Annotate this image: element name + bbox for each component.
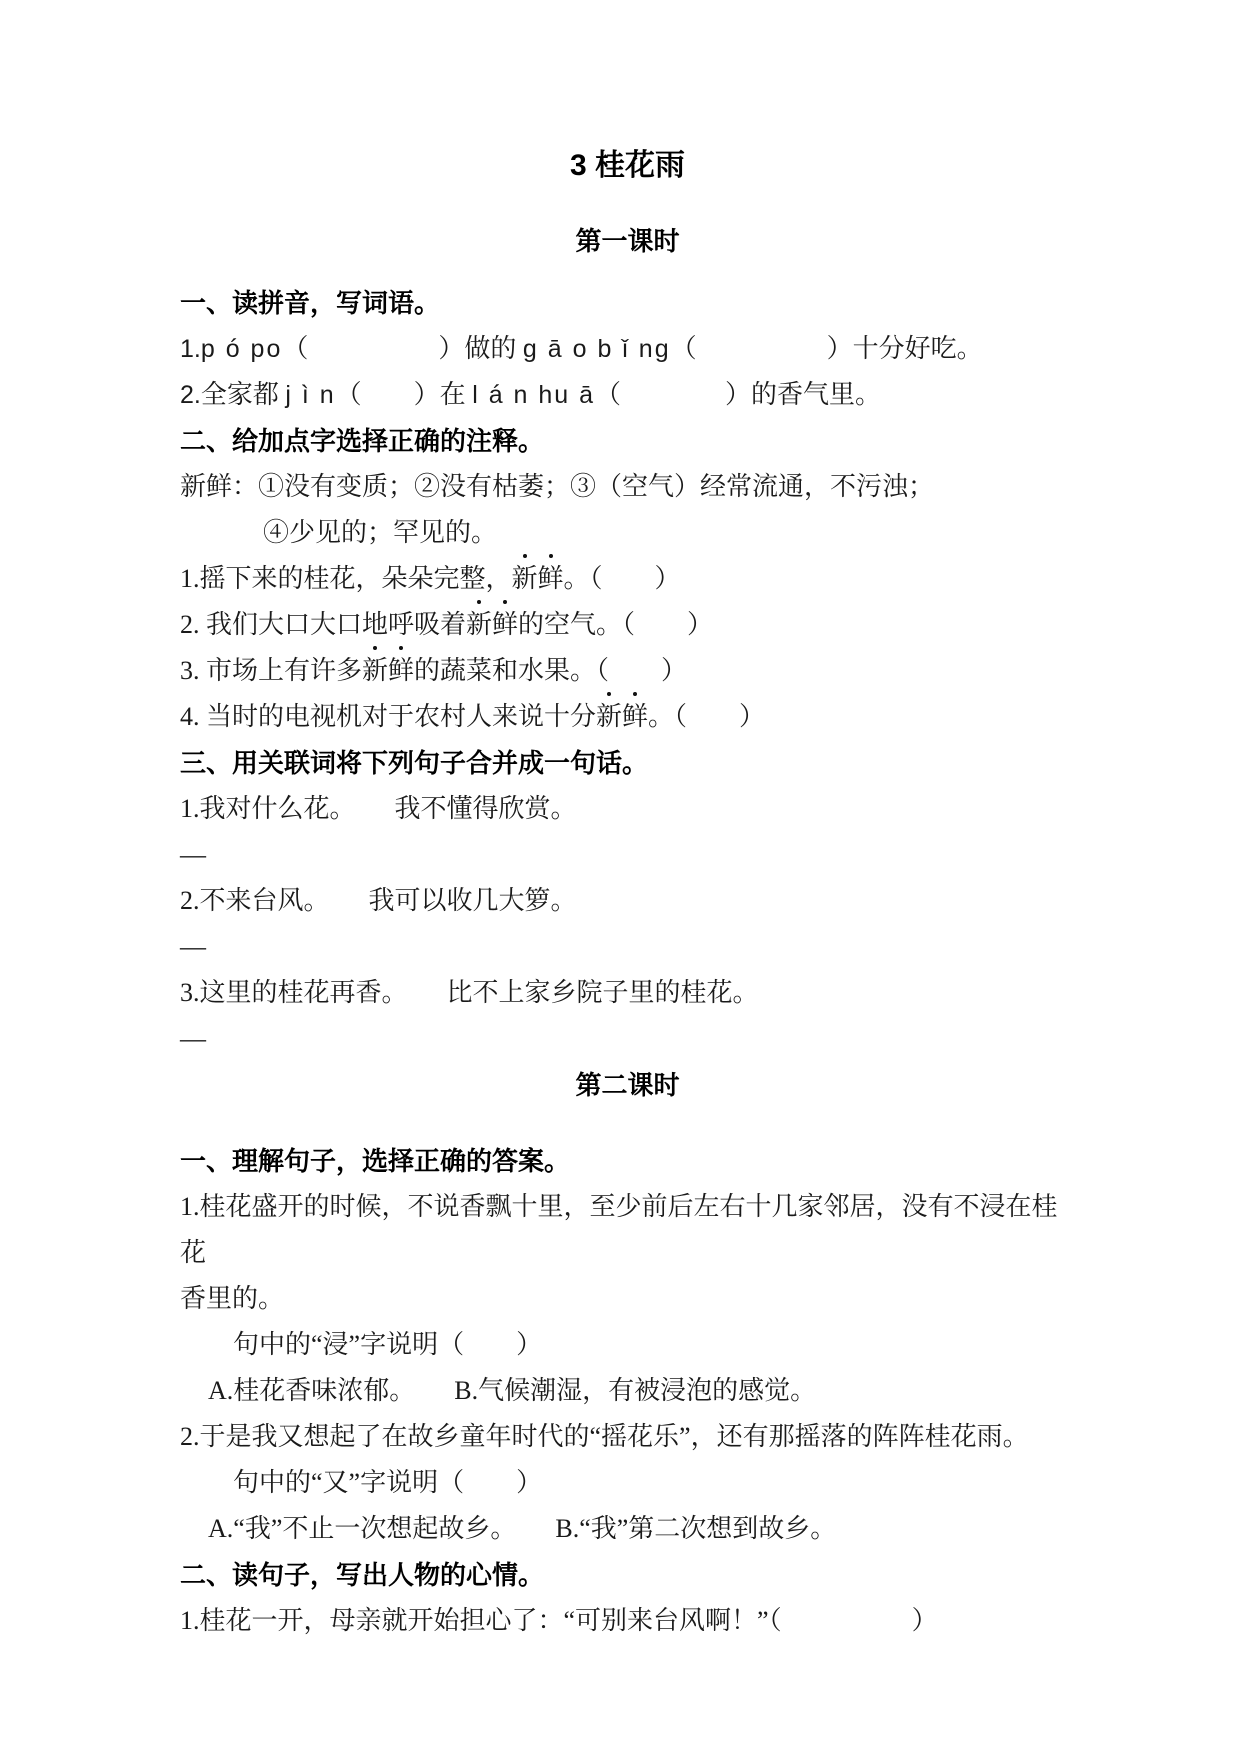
- item-text: 的空气。（ ）: [518, 610, 714, 639]
- comprehension-item-1-line-1: 1.桂花盛开的时候，不说香飘十里，至少前后左右十几家邻居，没有不浸在桂花: [180, 1192, 1058, 1267]
- combine-item-2: 2.不来台风。 我可以收几大箩。: [180, 886, 577, 915]
- pinyin-item-1: [180, 326, 1075, 372]
- emphasis-dot-char: 新: [596, 702, 623, 731]
- answer-blank-dash: —: [180, 1024, 206, 1053]
- options-a-b-1: A.桂花香味浓郁。 B.气候潮湿，有被浸泡的感觉。: [208, 1376, 817, 1405]
- annotation-item-4: [180, 694, 1075, 740]
- emphasis-dot-char: 新: [466, 610, 493, 639]
- part-2: [180, 1062, 1075, 1644]
- emphasized-word: [512, 564, 564, 593]
- question-you: 句中的“又”字说明（ ）: [233, 1468, 543, 1497]
- part1-section3-heading: 三、用关联词将下列句子合并成一句话。: [180, 748, 649, 778]
- emphasis-dot-char: 鲜: [537, 564, 564, 593]
- item-text: 全家都: [200, 380, 286, 409]
- item-text: 的蔬菜和水果。（ ）: [414, 656, 688, 685]
- blank-brackets: （ ）在: [335, 380, 473, 409]
- pinyin-po-po: p ó po: [200, 335, 283, 363]
- item-number: 2.: [180, 381, 201, 409]
- question-jin: 句中的“浸”字说明（ ）: [233, 1330, 543, 1359]
- item-text: 3. 市场上有许多: [180, 656, 363, 685]
- part2-section2-heading: 二、读句子，写出人物的心情。: [180, 1560, 545, 1590]
- emphasis-dot-char: 鲜: [622, 702, 649, 731]
- combine-item-1: 1.我对什么花。 我不懂得欣赏。: [180, 794, 577, 823]
- emphasis-dot-char: 新: [362, 656, 389, 685]
- part1-section1-heading: 一、读拼音，写词语。: [180, 288, 441, 318]
- blank-brackets: （ ）做的: [282, 334, 523, 363]
- item-text: 2. 我们大口大口地呼吸着: [180, 610, 467, 639]
- emphasis-dot-char: 鲜: [388, 656, 415, 685]
- item-number: 1.: [180, 335, 201, 363]
- gloss-line-1: 新鲜：①没有变质；②没有枯萎；③（空气）经常流通，不污浊；: [180, 472, 935, 501]
- emphasis-dot-char: 新: [511, 564, 538, 593]
- part-1: [180, 218, 1075, 1062]
- annotation-item-2: [180, 602, 1075, 648]
- annotation-item-3: [180, 648, 1075, 694]
- item-text: 。（ ）: [648, 702, 766, 731]
- worksheet-content: [180, 140, 1075, 1644]
- gloss-line-2: ④少见的；罕见的。: [263, 518, 498, 547]
- pinyin-gao-bing: g ā o b ǐ ng: [522, 335, 671, 363]
- item-text: 。（ ）: [563, 564, 681, 593]
- answer-blank-dash: —: [180, 932, 206, 961]
- combine-item-3: 3.这里的桂花再香。 比不上家乡院子里的桂花。: [180, 978, 759, 1007]
- options-a-b-2: A.“我”不止一次想起故乡。 B.“我”第二次想到故乡。: [208, 1514, 837, 1543]
- blank-brackets: （ ）的香气里。: [595, 380, 882, 409]
- pinyin-lan-hua: l á n hu ā: [472, 381, 596, 409]
- pinyin-jin: j ì n: [285, 381, 336, 409]
- doc-title: 3 桂花雨: [569, 149, 686, 182]
- emphasized-word: [362, 656, 414, 685]
- answer-blank-dash: —: [180, 840, 206, 869]
- emphasized-word: [466, 610, 518, 639]
- part2-heading: 第二课时: [575, 1070, 680, 1100]
- emphasis-dot-char: 鲜: [492, 610, 519, 639]
- part2-section1-heading: 一、理解句子，选择正确的答案。: [180, 1146, 571, 1176]
- blank-brackets: （ ）十分好吃。: [670, 334, 983, 363]
- pinyin-item-2: [180, 372, 1075, 418]
- comprehension-item-1-line-2: 香里的。: [180, 1284, 285, 1313]
- part1-section2-heading: 二、给加点字选择正确的注释。: [180, 426, 545, 456]
- part1-heading: 第一课时: [575, 226, 680, 256]
- comprehension-item-2: 2.于是我又想起了在故乡童年时代的“摇花乐”，还有那摇落的阵阵桂花雨。: [180, 1422, 1029, 1451]
- mood-item-1: 1.桂花一开，母亲就开始担心了：“可别来台风啊！”（ ）: [180, 1606, 938, 1635]
- item-text: 4. 当时的电视机对于农村人来说十分: [180, 702, 597, 731]
- item-text: 1.摇下来的桂花，朵朵完整，: [180, 564, 512, 593]
- annotation-item-1: [180, 556, 1075, 602]
- emphasized-word: [596, 702, 648, 731]
